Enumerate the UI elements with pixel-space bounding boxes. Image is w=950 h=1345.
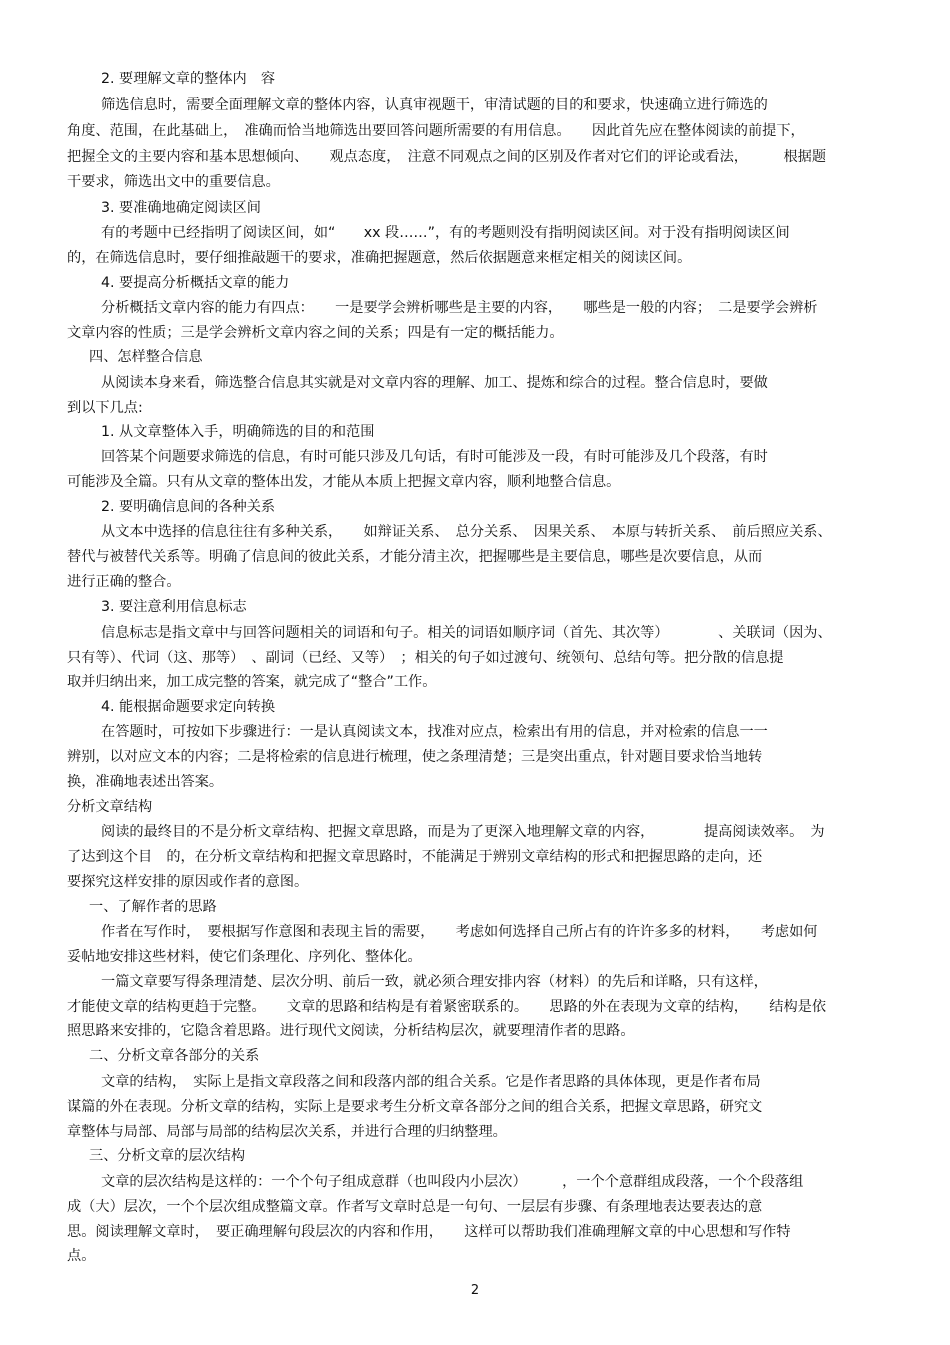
subheading-info-markers: 3. 要注意利用信息标志 — [101, 599, 247, 615]
page-number: 2 — [470, 1283, 480, 1298]
paragraph-line: 取并归纳出来，加工成完整的答案，就完成了“整合”工作。 — [67, 674, 437, 690]
paragraph-line: 阅读的最终目的不是分析文章结构、把握文章思路，而是为了更深入地理解文章的内容， 提高阅读效率。 为 — [101, 824, 825, 840]
paragraph-line: 章整体与局部、局部与局部的结构层次关系，并进行合理的归纳整理。 — [67, 1124, 507, 1140]
paragraph-line: 谋篇的外在表现。分析文章的结构，实际上是要求考生分析文章各部分之间的组合关系，把握文章思路，研究文 — [67, 1099, 763, 1115]
paragraph-line: 要探究这样安排的原因或作者的意图。 — [67, 874, 309, 890]
paragraph-line: 从文本中选择的信息往往有多种关系， 如辩证关系、 总分关系、 因果关系、 本原与转折关系、 前后照应关系、 — [101, 524, 832, 540]
paragraph-line: 作者在写作时， 要根据写作意图和表现主旨的需要， 考虑如何选择自己所占有的许许多多的材料， 考虑如何 — [101, 924, 818, 940]
paragraph-line: 把握全文的主要内容和基本思想倾向、 观点态度， 注意不同观点之间的区别及作者对它们的评论或看法， 根据题 — [67, 149, 827, 165]
paragraph-line: 有的考题中已经指明了阅读区间，如“ xx 段……”，有的考题则没有指明阅读区间。对于没有指明阅读区间 — [101, 225, 790, 241]
paragraph-line: 换，准确地表述出答案。 — [67, 774, 224, 790]
section-heading-analyze-structure: 分析文章结构 — [67, 799, 153, 815]
paragraph-line: 可能涉及全篇。只有从文章的整体出发，才能从本质上把握文章内容，顺利地整合信息。 — [67, 474, 621, 490]
paragraph-line: 进行正确的整合。 — [67, 574, 181, 590]
subheading-info-relations: 2. 要明确信息间的各种关系 — [101, 499, 276, 515]
subheading-understand-whole: 2. 要理解文章的整体内 容 — [101, 71, 276, 87]
subheading-directed-transform: 4. 能根据命题要求定向转换 — [101, 699, 276, 715]
paragraph-line: 点。 — [67, 1248, 96, 1264]
paragraph-line: 文章的结构， 实际上是指文章段落之间和段落内部的组合关系。它是作者思路的具体体现，更是作者布局 — [101, 1074, 761, 1090]
paragraph-line: 角度、范围，在此基础上， 准确而恰当地筛选出要回答问题所需要的有用信息。 因此首先应在整体阅读的前提下， — [67, 123, 805, 139]
paragraph-line: 了达到这个目 的，在分析文章结构和把握文章思路时，不能满足于辨别文章结构的形式和把握思路的走向，还 — [67, 849, 763, 865]
paragraph-line: 照思路来安排的，它隐含着思路。进行现代文阅读，分析结构层次，就要理清作者的思路。 — [67, 1023, 635, 1039]
paragraph-line: 从阅读本身来看，筛选整合信息其实就是对文章内容的理解、加工、提炼和综合的过程。整合信息时，要做 — [101, 375, 768, 391]
paragraph-line: 的，在筛选信息时，要仔细推敲题干的要求，准确把握题意，然后依据题意来框定相关的阅读区间。 — [67, 250, 692, 266]
paragraph-line: 文章的层次结构是这样的：一个个句子组成意群（也叫段内小层次） ，一个个意群组成段落，一个个段落组 — [101, 1174, 804, 1190]
paragraph-line: 一篇文章要写得条理清楚、层次分明、前后一致，就必须合理安排内容（材料）的先后和详略，只有这样， — [101, 974, 768, 990]
section-heading-level-structure: 三、分析文章的层次结构 — [89, 1148, 246, 1164]
paragraph-line: 回答某个问题要求筛选的信息，有时可能只涉及几句话，有时可能涉及一段，有时可能涉及几个段落，有时 — [101, 449, 768, 465]
paragraph-line: 妥帖地安排这些材料，使它们条理化、序列化、整体化。 — [67, 949, 422, 965]
subheading-from-whole: 1. 从文章整体入手，明确筛选的目的和范围 — [101, 424, 375, 440]
subheading-summarize-ability: 4. 要提高分析概括文章的能力 — [101, 275, 290, 291]
paragraph-line: 成（大）层次，一个个层次组成整篇文章。作者写文章时总是一句句、一层层有步骤、有条理地表达要表达的意 — [67, 1199, 763, 1215]
section-heading-part-relations: 二、分析文章各部分的关系 — [89, 1048, 260, 1064]
section-heading-author-thinking: 一、了解作者的思路 — [89, 899, 217, 915]
paragraph-line: 分析概括文章内容的能力有四点： 一是要学会辨析哪些是主要的内容， 哪些是一般的内容； 二是要学会辨析 — [101, 300, 818, 316]
paragraph-line: 文章内容的性质；三是学会辨析文章内容之间的关系；四是有一定的概括能力。 — [67, 325, 564, 341]
paragraph-line: 到以下几点: — [67, 400, 143, 416]
paragraph-line: 思。阅读理解文章时， 要正确理解句段层次的内容和作用， 这样可以帮助我们准确理解文章的中心思想和写作特 — [67, 1224, 791, 1240]
subheading-reading-range: 3. 要准确地确定阅读区间 — [101, 200, 261, 216]
paragraph-line: 才能使文章的结构更趋于完整。 文章的思路和结构是有着紧密联系的。 思路的外在表现为文章的结构， 结构是依 — [67, 999, 827, 1015]
paragraph-line: 替代与被替代关系等。明确了信息间的彼此关系，才能分清主次，把握哪些是主要信息，哪些是次要信息，从而 — [67, 549, 763, 565]
paragraph-line: 信息标志是指文章中与回答问题相关的词语和句子。相关的词语如顺序词（首先、其次等） 、关联词（因为、 — [101, 625, 832, 641]
paragraph-line: 干要求，筛选出文中的重要信息。 — [67, 174, 280, 190]
paragraph-line: 筛选信息时，需要全面理解文章的整体内容，认真审视题干，审清试题的目的和要求，快速确立进行筛选的 — [101, 97, 768, 113]
paragraph-line: 只有等）、代词（这、那等） 、副词（已经、又等） ；相关的句子如过渡句、统领句、总结句等。把分散的信息提 — [67, 650, 784, 666]
section-heading-integrate-info: 四、怎样整合信息 — [89, 349, 203, 365]
paragraph-line: 在答题时，可按如下步骤进行：一是认真阅读文本，找准对应点，检索出有用的信息，并对检索的信息一一 — [101, 724, 768, 740]
paragraph-line: 辨别，以对应文本的内容；二是将检索的信息进行梳理，使之条理清楚；三是突出重点，针对题目要求恰当地转 — [67, 749, 763, 765]
